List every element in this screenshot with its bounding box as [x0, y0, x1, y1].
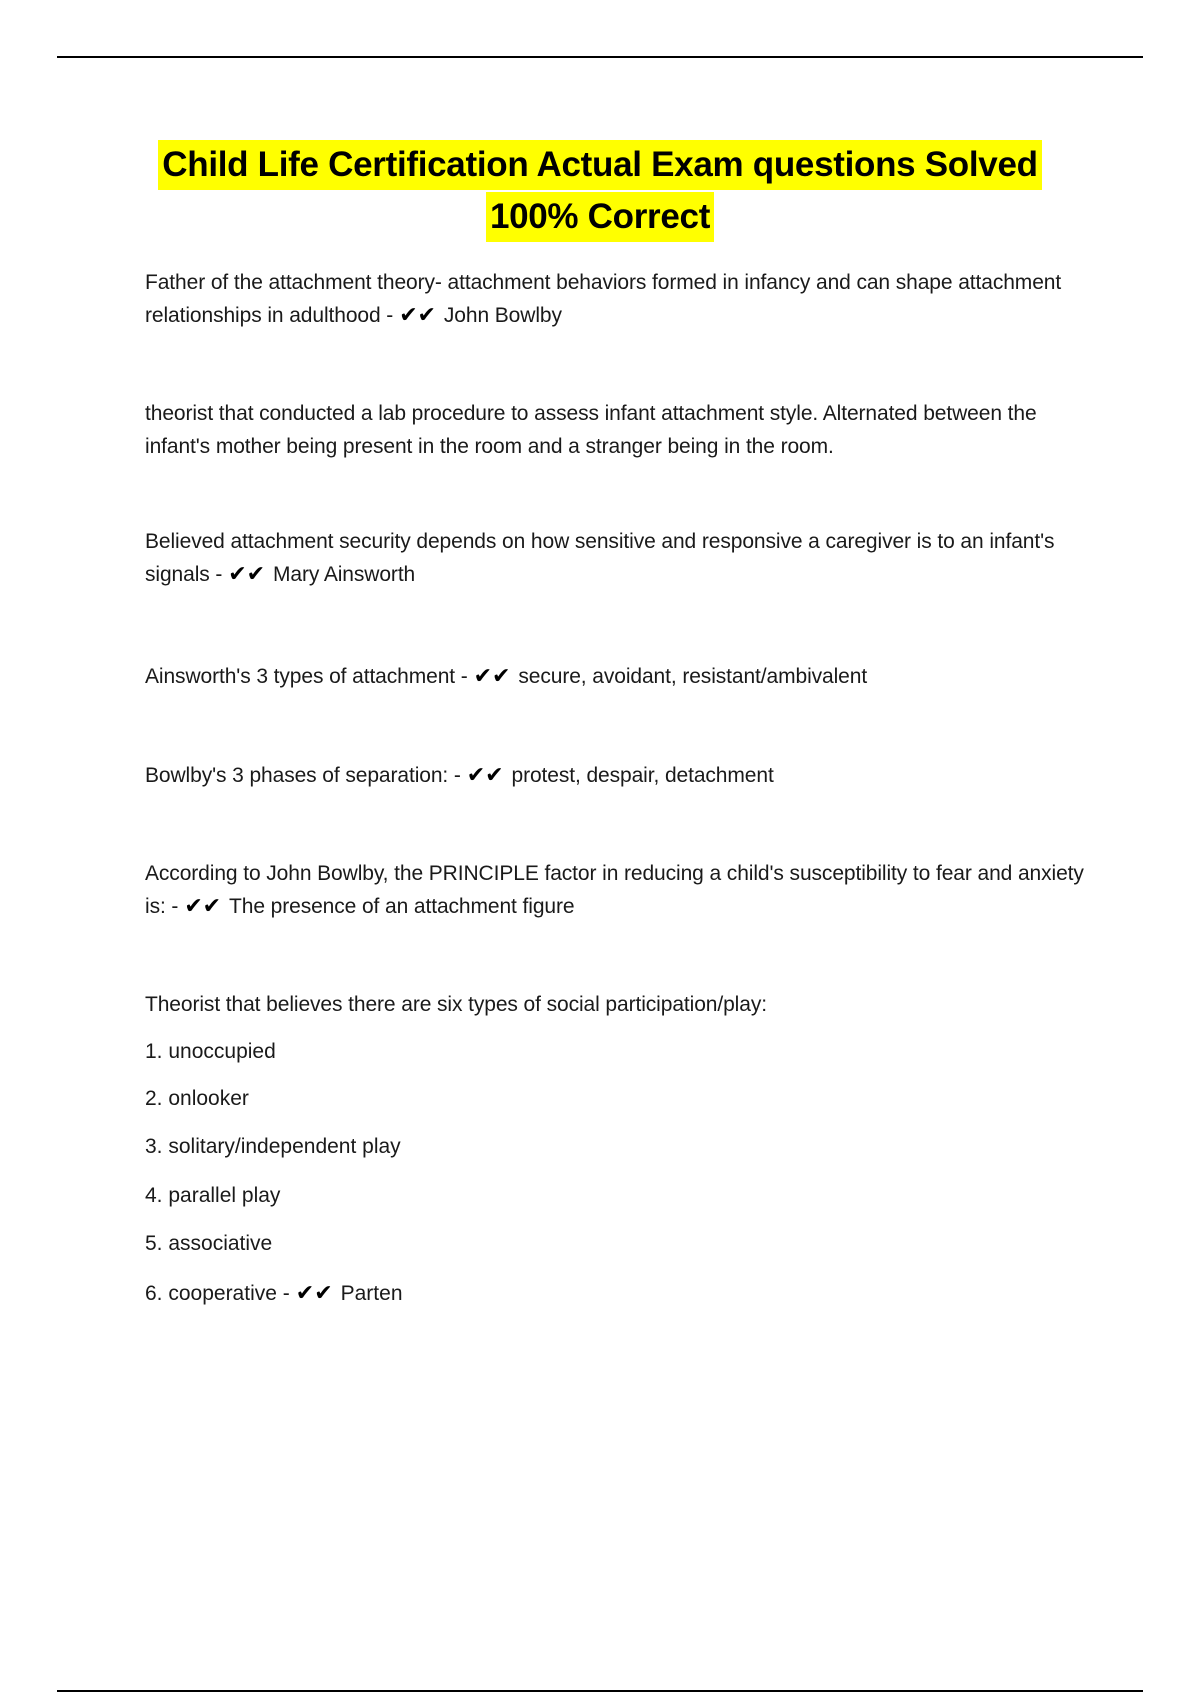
list-item: 3. solitary/independent play [145, 1135, 401, 1158]
list-item: 1. unoccupied [145, 1040, 276, 1063]
title-line-2: 100% Correct [486, 192, 714, 242]
title-line-1: Child Life Certification Actual Exam questions Solved [158, 140, 1041, 190]
check-mark-icon: ✔ [314, 1281, 333, 1306]
question-text: Father of the attachment theory- attachment behaviors formed in infancy and can shape attachment relationships in adulthood - [145, 271, 1062, 327]
qa-item-4 [145, 660, 1090, 693]
answer-text: Parten [340, 1282, 403, 1305]
qa-item-2 [145, 397, 1090, 463]
list-item-text: 6. cooperative - [145, 1282, 290, 1305]
qa-item-7 [145, 988, 1090, 1021]
answer-text: secure, avoidant, resistant/ambivalent [518, 665, 868, 688]
check-mark-icon: ✔ [228, 562, 247, 587]
check-mark-icon: ✔ [473, 664, 493, 689]
answer-text: protest, despair, detachment [511, 764, 774, 787]
list-item: 5. associative [145, 1232, 273, 1255]
document-title [0, 140, 1200, 244]
question-text: Ainsworth's 3 types of attachment - [145, 665, 468, 688]
check-mark-icon: ✔ [417, 303, 436, 328]
bottom-rule [57, 1690, 1143, 1692]
check-mark-icon: ✔ [295, 1281, 315, 1306]
qa-item-1 [145, 266, 1090, 332]
check-mark-icon: ✔ [246, 562, 265, 587]
qa-item-6 [145, 857, 1090, 923]
list-item-last [145, 1279, 403, 1309]
check-mark-icon: ✔ [202, 894, 222, 919]
top-rule [57, 56, 1143, 58]
check-mark-icon: ✔ [399, 303, 418, 328]
list-item: 4. parallel play [145, 1184, 281, 1207]
check-mark-icon: ✔ [485, 763, 504, 788]
question-text: Believed attachment security depends on how sensitive and responsive a caregiver is to an infant's signals - [145, 530, 1055, 586]
answer-text: The presence of an attachment figure [229, 895, 575, 918]
check-mark-icon: ✔ [492, 664, 511, 689]
question-text: theorist that conducted a lab procedure to assess infant attachment style. Alternated between the infant's mother being present in the room and a stranger being in the room. [145, 402, 1037, 458]
qa-item-3 [145, 525, 1090, 591]
check-mark-icon: ✔ [466, 763, 486, 788]
list-item: 2. onlooker [145, 1087, 249, 1110]
question-text: According to John Bowlby, the PRINCIPLE factor in reducing a child's susceptibility to fear and anxiety is: - [145, 862, 1084, 918]
question-text: Bowlby's 3 phases of separation: - [145, 764, 461, 787]
check-mark-icon: ✔ [184, 894, 203, 919]
answer-text: John Bowlby [443, 304, 562, 327]
qa-item-5 [145, 759, 1090, 792]
question-text: Theorist that believes there are six types of social participation/play: [145, 993, 767, 1016]
answer-text: Mary Ainsworth [272, 563, 416, 586]
